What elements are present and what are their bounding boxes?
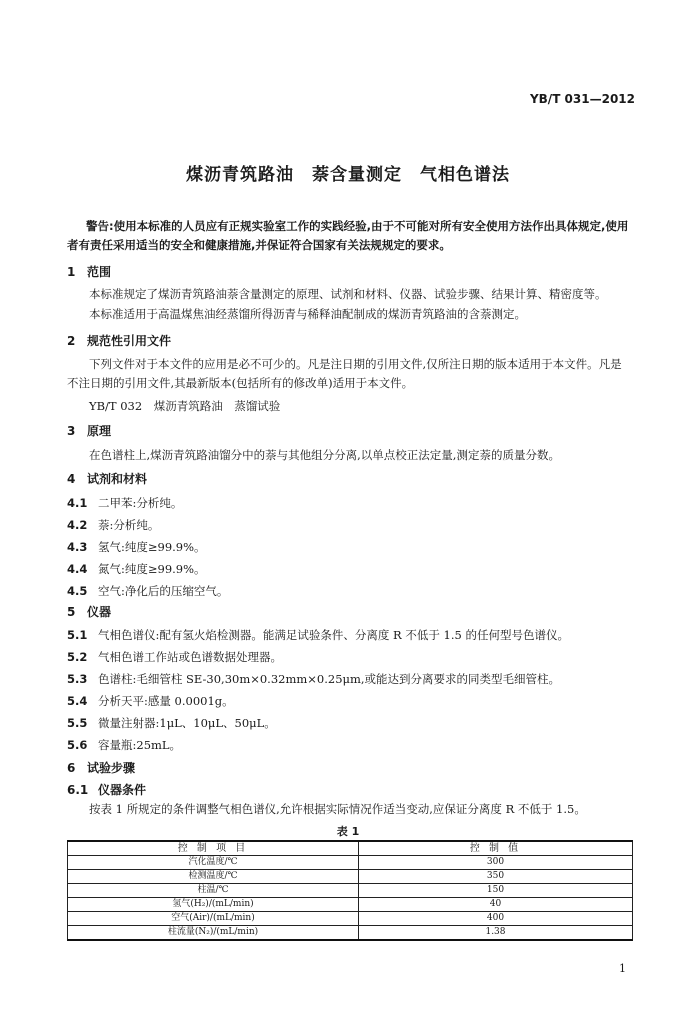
section-1-paragraph-2: 本标准适用于高温煤焦油经蒸馏所得沥青与稀释油配制成的煤沥青筑路油的含萘测定。 <box>89 307 526 321</box>
section-title: 原理 <box>87 424 112 438</box>
list-item: 4.4 氮气:纯度≥99.9%。 <box>67 562 206 576</box>
table-cell: 300 <box>359 856 633 870</box>
table-cell: 检测温度/℃ <box>68 870 359 884</box>
table-cell: 350 <box>359 870 633 884</box>
table-cell: 1.38 <box>359 926 633 941</box>
normative-reference: YB/T 032 煤沥青筑路油 蒸馏试验 <box>89 399 281 413</box>
section-title: 范围 <box>87 265 112 279</box>
table-caption: 表 1 <box>336 825 360 838</box>
section-1-heading <box>67 263 111 280</box>
section-number: 6 <box>67 761 76 775</box>
section-number: 4 <box>67 472 76 486</box>
table-header-row <box>68 841 633 856</box>
table-cell: 氢气(H₂)/(mL/min) <box>68 898 359 912</box>
subsection-title: 仪器条件 <box>98 783 147 797</box>
table-cell: 40 <box>359 898 633 912</box>
list-item: 4.1 二甲苯:分析纯。 <box>67 496 183 510</box>
conditions-table <box>67 840 633 941</box>
section-number: 1 <box>67 265 76 279</box>
section-title: 试验步骤 <box>87 761 136 775</box>
list-item: 4.5 空气:净化后的压缩空气。 <box>67 584 229 598</box>
page-number: 1 <box>619 962 626 975</box>
section-2-heading <box>67 332 171 349</box>
table-cell: 汽化温度/℃ <box>68 856 359 870</box>
list-item: 5.1 气相色谱仪:配有氢火焰检测器。能满足试验条件、分离度 R 不低于 1.5 的任何型号色谱仪。 <box>67 628 569 642</box>
table-row <box>68 884 633 898</box>
section-title: 试剂和材料 <box>87 472 148 486</box>
section-3-heading <box>67 422 111 439</box>
list-item: 5.6 容量瓶:25mL。 <box>67 738 182 752</box>
table-cell: 柱流量(N₂)/(mL/min) <box>68 926 359 941</box>
section-6-heading <box>67 759 135 776</box>
table-cell: 空气(Air)/(mL/min) <box>68 912 359 926</box>
list-item: 5.4 分析天平:感量 0.0001g。 <box>67 694 234 708</box>
section-number: 2 <box>67 334 76 348</box>
table-row <box>68 870 633 884</box>
standard-code: YB/T 031—2012 <box>529 92 635 106</box>
list-item: 5.3 色谱柱:毛细管柱 SE-30,30m×0.32mm×0.25μm,或能达到分离要求的同类型毛细管柱。 <box>67 672 561 686</box>
document-title: 煤沥青筑路油 萘含量测定 气相色谱法 <box>186 165 510 185</box>
section-3-paragraph-1: 在色谱柱上,煤沥青筑路油馏分中的萘与其他组分分离,以单点校正法定量,测定萘的质量分数。 <box>89 448 560 462</box>
list-item: 4.3 氢气:纯度≥99.9%。 <box>67 540 206 554</box>
subsection-number: 6.1 <box>67 783 89 797</box>
table-cell: 柱温/℃ <box>68 884 359 898</box>
table-row <box>68 898 633 912</box>
table-header-cell: 控 制 项 目 <box>68 841 359 856</box>
section-title: 规范性引用文件 <box>87 334 172 348</box>
section-number: 5 <box>67 605 76 619</box>
section-title: 仪器 <box>87 605 112 619</box>
section-1-paragraph-1: 本标准规定了煤沥青筑路油萘含量测定的原理、试剂和材料、仪器、试验步骤、结果计算、精密度等。 <box>89 287 607 301</box>
list-item: 5.2 气相色谱工作站或色谱数据处理器。 <box>67 650 282 664</box>
section-6-paragraph-1: 按表 1 所规定的条件调整气相色谱仪,允许根据实际情况作适当变动,应保证分离度 R 不低于 1.5。 <box>89 802 586 816</box>
table-row <box>68 856 633 870</box>
section-2-paragraph-1: 下列文件对于本文件的应用是必不可少的。凡是注日期的引用文件,仅所注日期的版本适用于本文件。凡是不注日期的引用文件,其最新版本(包括所有的修改单)适用于本文件。 <box>67 357 622 390</box>
table-row <box>68 926 633 941</box>
list-item: 4.2 萘:分析纯。 <box>67 518 160 532</box>
section-4-heading <box>67 470 147 487</box>
section-5-heading <box>67 603 111 620</box>
list-item: 5.5 微量注射器:1μL、10μL、50μL。 <box>67 716 276 730</box>
table-header-cell: 控 制 值 <box>359 841 633 856</box>
table-cell: 400 <box>359 912 633 926</box>
table-row <box>68 912 633 926</box>
subsection-6-1-heading <box>67 781 146 798</box>
table-cell: 150 <box>359 884 633 898</box>
warning-paragraph: 警告:使用本标准的人员应有正规实验室工作的实践经验,由于不可能对所有安全使用方法作出具体规定,使用者有责任采用适当的安全和健康措施,并保证符合国家有关法规规定的要求。 <box>67 219 629 252</box>
section-number: 3 <box>67 424 76 438</box>
